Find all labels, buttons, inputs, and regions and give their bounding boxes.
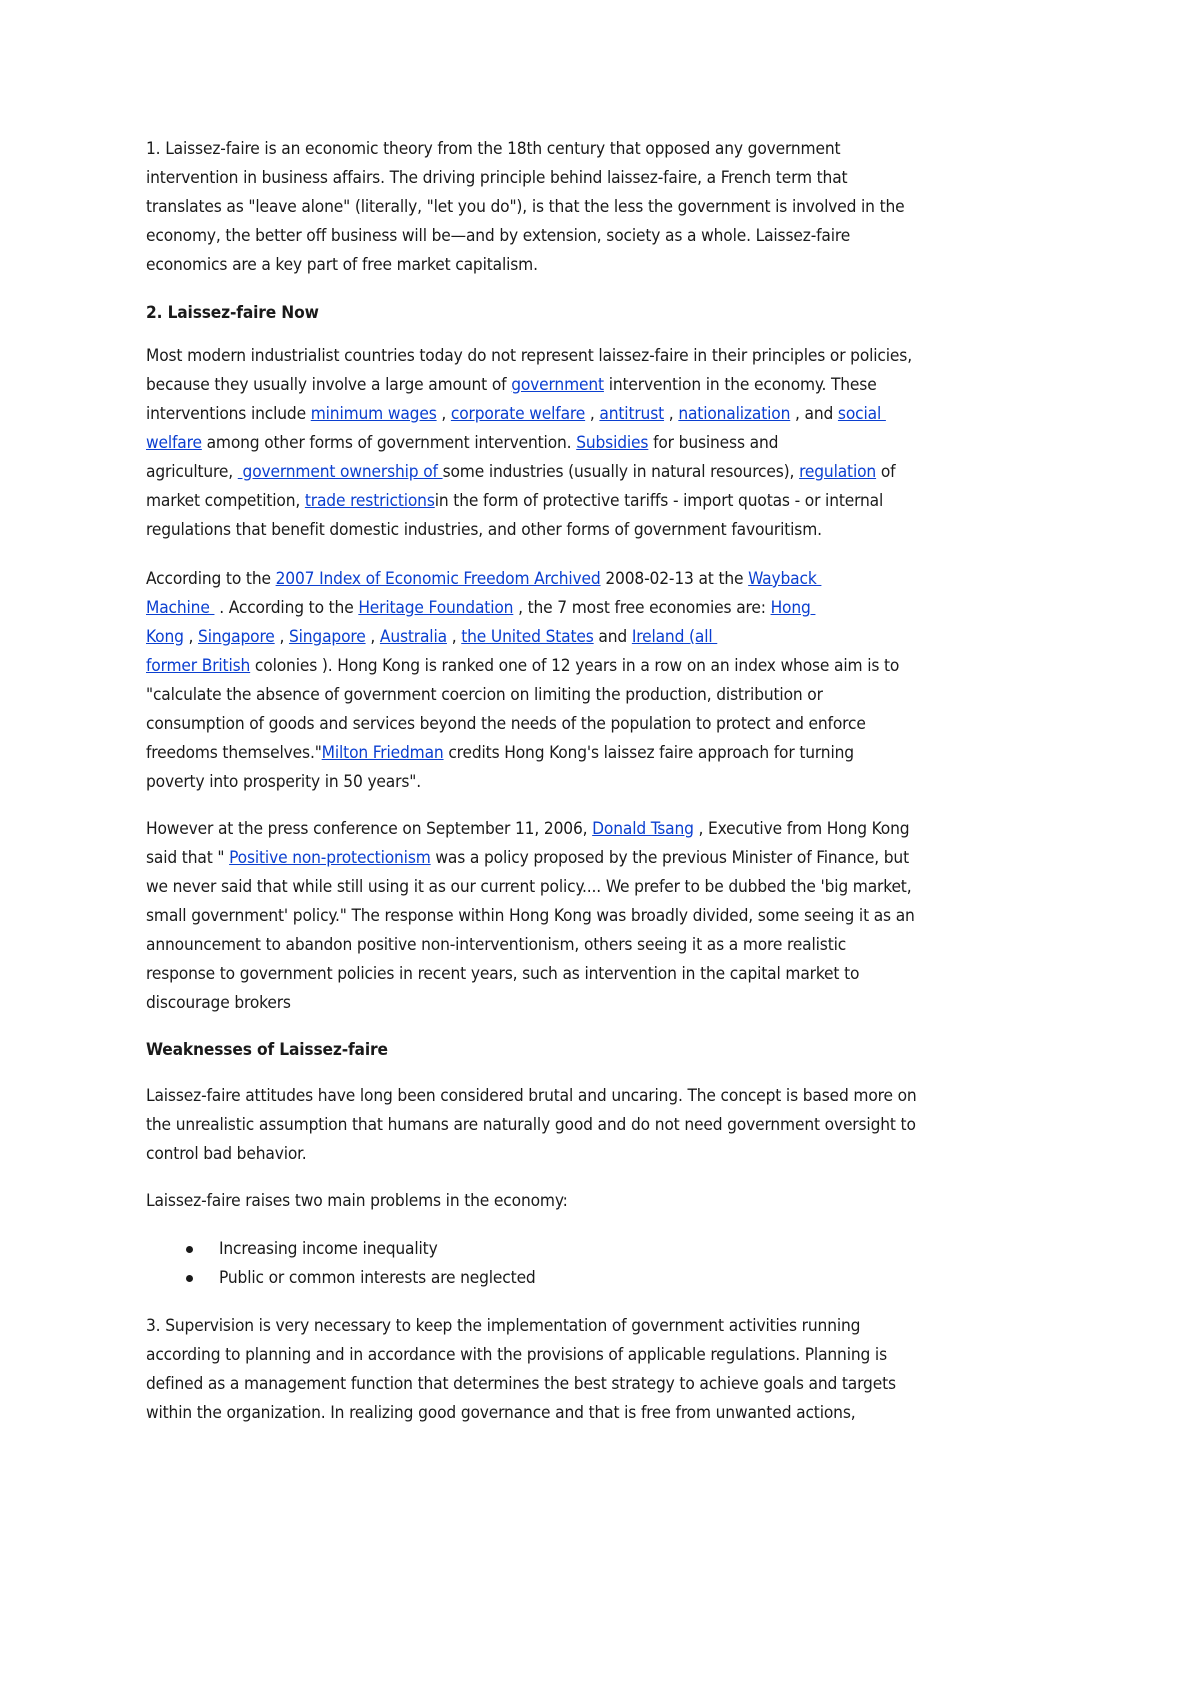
text-segment: intervention in the economy. These bbox=[603, 375, 877, 395]
link-heritage-foundation[interactable]: Heritage Foundation bbox=[358, 598, 514, 618]
text-segment: defined as a management function that determines the best strategy to achieve goals and targets bbox=[146, 1374, 896, 1394]
link-regulation[interactable]: regulation bbox=[799, 462, 877, 482]
text-line bbox=[146, 772, 421, 792]
text-segment: economics are a key part of free market capitalism. bbox=[146, 255, 538, 275]
text-segment: 3. Supervision is very necessary to keep the implementation of government activities running bbox=[146, 1316, 861, 1336]
text-line bbox=[146, 1115, 916, 1135]
text-line bbox=[146, 1403, 856, 1423]
text-segment: Laissez-faire raises two main problems in the economy: bbox=[146, 1191, 568, 1211]
text-segment: , bbox=[446, 627, 462, 647]
text-line bbox=[146, 491, 883, 511]
text-segment: However at the press conference on September 11, 2006, bbox=[146, 819, 593, 839]
text-segment: freedoms themselves." bbox=[146, 743, 322, 763]
text-segment: , and bbox=[790, 404, 838, 424]
text-line bbox=[146, 1191, 568, 1211]
text-segment: intervention in business affairs. The driving principle behind laissez-faire, a French term that bbox=[146, 168, 848, 188]
link-singapore[interactable]: Singapore bbox=[288, 627, 366, 647]
text-segment: , bbox=[365, 627, 380, 647]
link-machine[interactable]: Machine bbox=[146, 598, 215, 618]
text-segment: "calculate the absence of government coercion on limiting the production, distribution or bbox=[146, 685, 823, 705]
link-donald-tsang[interactable]: Donald Tsang bbox=[592, 819, 694, 839]
link-ireland-all[interactable]: Ireland (all bbox=[631, 627, 718, 647]
text-segment: for business and bbox=[648, 433, 779, 453]
text-line bbox=[146, 226, 850, 246]
text-segment: said that " bbox=[146, 848, 230, 868]
text-segment: agriculture, bbox=[146, 462, 238, 482]
link-kong[interactable]: Kong bbox=[146, 627, 184, 647]
text-segment: according to planning and in accordance with the provisions of applicable regulations. Planning is bbox=[146, 1345, 887, 1365]
text-line bbox=[146, 627, 717, 647]
link-hong[interactable]: Hong bbox=[770, 598, 816, 618]
text-line bbox=[146, 848, 909, 868]
text-segment: , bbox=[436, 404, 451, 424]
text-segment: was a policy proposed by the previous Minister of Finance, but bbox=[430, 848, 909, 868]
link-government-ownership-of[interactable]: government ownership of bbox=[237, 462, 443, 482]
text-segment: , bbox=[274, 627, 289, 647]
text-segment: , bbox=[183, 627, 199, 647]
text-line bbox=[146, 1374, 896, 1394]
text-segment: Laissez-faire attitudes have long been considered brutal and uncaring. The concept is based more on bbox=[146, 1086, 917, 1106]
text-line bbox=[146, 433, 778, 453]
text-line bbox=[146, 964, 859, 984]
text-line bbox=[146, 569, 821, 589]
link-the-united-states[interactable]: the United States bbox=[461, 627, 594, 647]
text-segment: some industries (usually in natural resources), bbox=[442, 462, 800, 482]
text-segment: announcement to abandon positive non-interventionism, others seeing it as a more realistic bbox=[146, 935, 847, 955]
text-line bbox=[146, 346, 912, 366]
text-segment: , bbox=[585, 404, 600, 424]
text-line bbox=[146, 993, 291, 1013]
text-segment: , bbox=[664, 404, 679, 424]
bullet-icon bbox=[186, 1275, 193, 1282]
text-line bbox=[146, 255, 538, 275]
text-segment: translates as "leave alone" (literally, "let you do"), is that the less the government is involved in the bbox=[146, 197, 905, 217]
list-item: Public or common interests are neglected bbox=[219, 1268, 536, 1288]
link-singapore[interactable]: Singapore bbox=[198, 627, 275, 647]
link-social[interactable]: social bbox=[837, 404, 886, 424]
list-item: Increasing income inequality bbox=[219, 1239, 438, 1259]
text-segment: consumption of goods and services beyond the needs of the population to protect and enforce bbox=[146, 714, 866, 734]
link-corporate-welfare[interactable]: corporate welfare bbox=[450, 404, 586, 424]
text-line bbox=[146, 598, 815, 618]
bullet-icon bbox=[186, 1246, 193, 1253]
text-segment: According to the bbox=[146, 569, 276, 589]
text-segment: response to government policies in recent years, such as intervention in the capital market to bbox=[146, 964, 860, 984]
text-segment: market competition, bbox=[146, 491, 305, 511]
link-2007-index-of-economic-freedom-archived[interactable]: 2007 Index of Economic Freedom Archived bbox=[275, 569, 601, 589]
text-segment: interventions include bbox=[146, 404, 311, 424]
text-segment: economy, the better off business will be—and by extension, society as a whole. Laissez-faire bbox=[146, 226, 851, 246]
text-line bbox=[146, 877, 911, 897]
text-segment: among other forms of government intervention. bbox=[201, 433, 577, 453]
link-welfare[interactable]: welfare bbox=[146, 433, 202, 453]
text-segment: in the form of protective tariffs - import quotas - or internal bbox=[434, 491, 884, 511]
link-subsidies[interactable]: Subsidies bbox=[576, 433, 649, 453]
text-line bbox=[146, 462, 895, 482]
link-milton-friedman[interactable]: Milton Friedman bbox=[321, 743, 444, 763]
text-segment: 2008-02-13 at the bbox=[600, 569, 749, 589]
link-trade-restrictions[interactable]: trade restrictions bbox=[304, 491, 435, 511]
text-line bbox=[146, 139, 840, 159]
text-line bbox=[146, 375, 877, 395]
text-segment: credits Hong Kong's laissez faire approach for turning bbox=[443, 743, 854, 763]
text-line bbox=[146, 743, 854, 763]
section-heading: 2. Laissez-faire Now bbox=[146, 303, 319, 323]
text-segment: control bad behavior. bbox=[146, 1144, 307, 1164]
text-line bbox=[146, 1040, 388, 1060]
text-segment: , Executive from Hong Kong bbox=[693, 819, 910, 839]
link-former-british[interactable]: former British bbox=[146, 656, 251, 676]
text-segment: poverty into prosperity in 50 years". bbox=[146, 772, 421, 792]
text-segment: , the 7 most free economies are: bbox=[513, 598, 771, 618]
link-nationalization[interactable]: nationalization bbox=[678, 404, 791, 424]
text-segment: . According to the bbox=[214, 598, 359, 618]
text-segment: and bbox=[593, 627, 632, 647]
text-segment: 1. Laissez-faire is an economic theory from the 18th century that opposed any government bbox=[146, 139, 841, 159]
text-segment: regulations that benefit domestic industries, and other forms of government favouritism. bbox=[146, 520, 822, 540]
link-antitrust[interactable]: antitrust bbox=[599, 404, 665, 424]
text-line bbox=[146, 168, 847, 188]
link-wayback[interactable]: Wayback bbox=[748, 569, 822, 589]
text-line bbox=[146, 935, 846, 955]
link-australia[interactable]: Australia bbox=[379, 627, 447, 647]
text-segment: discourage brokers bbox=[146, 993, 291, 1013]
link-minimum-wages[interactable]: minimum wages bbox=[310, 404, 437, 424]
text-line bbox=[146, 303, 319, 323]
text-segment: within the organization. In realizing good governance and that is free from unwanted actions, bbox=[146, 1403, 856, 1423]
text-segment: small government' policy." The response within Hong Kong was broadly divided, some seeing it as an bbox=[146, 906, 915, 926]
text-line bbox=[146, 714, 866, 734]
text-segment: Most modern industrialist countries today do not represent laissez-faire in their principles or policies, bbox=[146, 346, 912, 366]
text-segment: we never said that while still using it as our current policy.... We prefer to be dubbed the 'big market, bbox=[146, 877, 912, 897]
text-segment: the unrealistic assumption that humans are naturally good and do not need government oversight to bbox=[146, 1115, 916, 1135]
text-line bbox=[146, 906, 915, 926]
text-segment: colonies ). Hong Kong is ranked one of 12 years in a row on an index whose aim is to bbox=[250, 656, 900, 676]
link-government[interactable]: government bbox=[511, 375, 604, 395]
text-segment: of bbox=[876, 462, 896, 482]
text-line bbox=[146, 656, 899, 676]
section-heading: Weaknesses of Laissez-faire bbox=[146, 1040, 388, 1060]
link-positive-non-protectionism[interactable]: Positive non-protectionism bbox=[229, 848, 431, 868]
text-segment: because they usually involve a large amount of bbox=[146, 375, 512, 395]
text-line bbox=[146, 1316, 860, 1336]
text-line bbox=[146, 819, 909, 839]
text-line bbox=[146, 404, 886, 424]
text-line bbox=[146, 1086, 917, 1106]
text-line bbox=[146, 1345, 887, 1365]
text-line bbox=[146, 1144, 307, 1164]
text-line bbox=[146, 685, 823, 705]
text-line bbox=[146, 520, 822, 540]
text-line bbox=[146, 197, 905, 217]
